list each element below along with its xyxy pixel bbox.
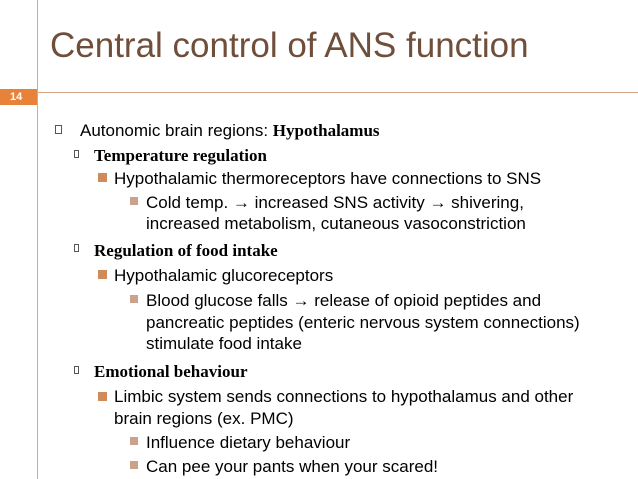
section-sub-line: Cold temp. → increased SNS activity → shivering, [146, 193, 524, 212]
section-point: brain regions (ex. PMC) [114, 409, 294, 428]
bullet-small-square-icon [130, 197, 138, 205]
bullet-small-square-icon [130, 295, 138, 303]
section-point: Hypothalamic glucoreceptors [114, 266, 334, 285]
section-point: Hypothalamic thermoreceptors have connections to SNS [114, 169, 542, 188]
section-sub-line: Can pee your pants when your scared! [146, 457, 439, 476]
bullet-filled-square-icon [98, 392, 107, 401]
section-heading: Emotional behaviour [94, 362, 248, 381]
bullet-small-square-icon [130, 461, 138, 469]
level1-text: Autonomic brain regions: [80, 121, 273, 140]
bullet-open-square-icon [74, 366, 79, 374]
section-sub-line: stimulate food intake [146, 334, 302, 353]
section-sub-line: increased metabolism, cutaneous vasoconstriction [146, 214, 526, 233]
bullet-filled-square-icon [98, 270, 107, 279]
level1-bullet [80, 120, 380, 141]
bullet-open-square-icon [74, 150, 79, 158]
slide-title: Central control of ANS function [50, 26, 529, 65]
section-heading: Regulation of food intake [94, 241, 278, 260]
bullet-open-square-icon [55, 125, 62, 134]
section-heading: Temperature regulation [94, 146, 267, 165]
slide-number-badge: 14 [0, 89, 37, 105]
section-sub-line: pancreatic peptides (enteric nervous system connections) [146, 313, 580, 332]
section-sub-line: Blood glucose falls → release of opioid peptides and [146, 291, 542, 310]
level1-emphasis: Hypothalamus [272, 121, 380, 140]
section-point: Limbic system sends connections to hypothalamus and other [114, 387, 574, 406]
bullet-open-square-icon [74, 244, 79, 252]
section-sub-line: Influence dietary behaviour [146, 433, 351, 452]
bullet-filled-square-icon [98, 173, 107, 182]
bullet-small-square-icon [130, 437, 138, 445]
